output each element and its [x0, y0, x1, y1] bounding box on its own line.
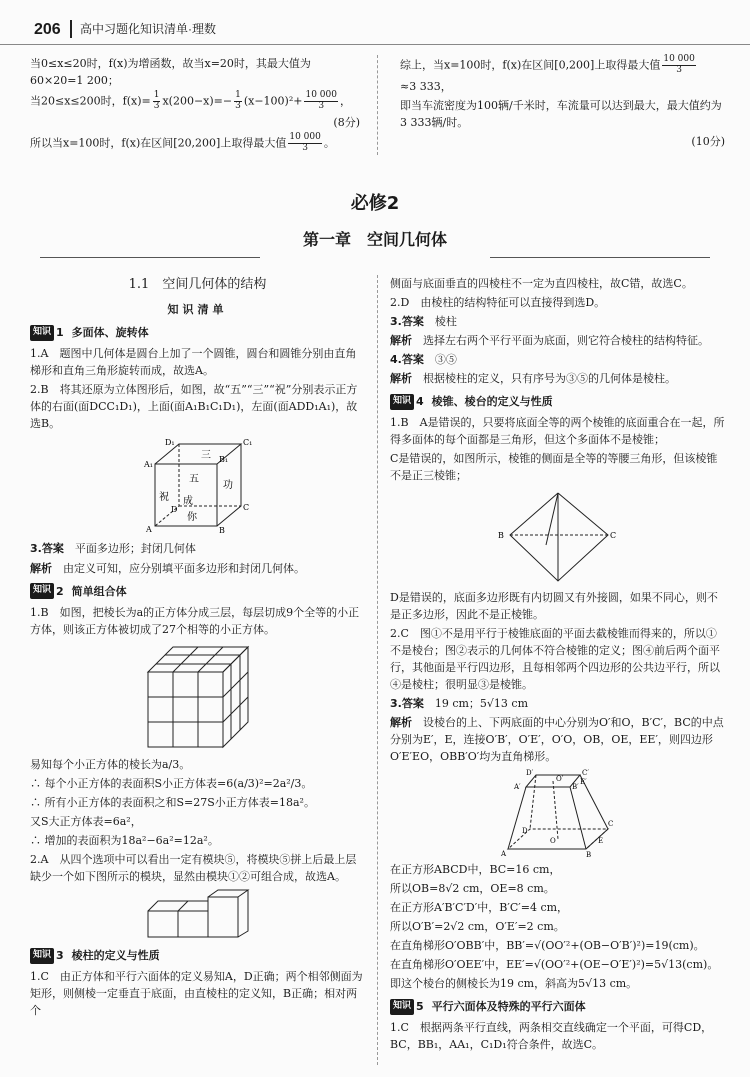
right-column — [390, 275, 725, 1055]
paragraph: 即这个棱台的侧棱长为19 cm，斜高为5√13 cm。 — [390, 977, 638, 991]
paragraph: D是错误的，底面多边形既有内切圆又有外接圆，如果不同心，则不是正多边形，因此不是正棱锥。 — [390, 590, 718, 621]
svg-text:O: O — [549, 836, 556, 845]
svg-text:C: C — [607, 819, 613, 828]
knowledge-heading: 知识 3 棱柱的定义与性质 — [30, 947, 365, 964]
svg-text:D: D — [170, 505, 177, 515]
labeled-cube-figure — [143, 436, 253, 536]
svg-text:E′: E′ — [579, 777, 587, 786]
explanation-line: 解析 由定义可知，应分别填平面多边形和封闭几何体。 — [30, 561, 305, 575]
bipyramid-figure — [498, 489, 618, 585]
svg-text:功: 功 — [222, 480, 233, 492]
knowledge-heading: 知识 1 多面体、旋转体 — [30, 324, 365, 341]
paragraph: 1.A 题图中几何体是圆台上加了一个圆锥，圆台和圆锥分别由直角梯形和直角三角形旋转而成，故选A。 — [30, 347, 357, 378]
top-left-solution — [30, 55, 360, 156]
svg-text:三: 三 — [200, 450, 211, 462]
svg-text:E: E — [597, 836, 603, 845]
svg-text:A₁: A₁ — [143, 460, 153, 470]
header-divider — [70, 20, 72, 38]
answer-line: 3.答案 平面多边形；封闭几何体 — [30, 542, 196, 556]
svg-text:D′: D′ — [525, 768, 533, 777]
paragraph: 1.B 如图，把棱长为a的正方体分成三层，每层切成9个全等的小正方体，则该正方体被切成了27个相等的小正方体。 — [30, 605, 360, 636]
score: (10分) — [691, 134, 725, 148]
paragraph: 2.C 图①不是用平行于棱锥底面的平面去截棱锥而得来的，所以①不是棱台；图②表示的几何体不符合棱锥的定义；图④前后两个面平行，其他面是平行四边形，且每相邻两个四边形的公共边平行，所以④是棱柱；很明显③是棱锥。 — [390, 626, 720, 691]
book-heading: 必修2 — [350, 193, 400, 214]
paragraph: 在正方形ABCD中，BC=16 cm， — [390, 862, 561, 876]
svg-text:你: 你 — [186, 512, 197, 524]
svg-text:C: C — [609, 530, 616, 540]
paragraph: 2.A 从四个选项中可以看出一定有模块⑤，将模块⑤拼上后最上层缺少一个如下图所示的模块，显然由模块①②可组合成，故选A。 — [30, 852, 357, 883]
paragraph: ∴ 所有小正方体的表面积之和S=27S小正方体表=18a²。 — [30, 795, 315, 809]
book-title: 高中习题化知识清单·理数 — [80, 22, 216, 36]
top-right-solution — [400, 55, 725, 152]
score: (8分) — [333, 115, 360, 129]
paragraph: ∴ 每个小正方体的表面积S小正方体表=6(a/3)²=2a²/3。 — [30, 776, 313, 790]
explanation-line: 解析 根据棱柱的定义，只有序号为③⑤的几何体是棱柱。 — [390, 372, 676, 386]
rule-right — [490, 257, 710, 258]
paragraph: 1.B A是错误的，只要将底面全等的两个棱锥的底面重合在一起，所得多面体的每个面都是三角形，但这个多面体不是棱锥； — [390, 416, 725, 447]
page-number: 206 — [34, 21, 61, 38]
rule-left — [40, 257, 260, 258]
svg-text:C: C — [242, 503, 249, 513]
answer-line: 4.答案 ③⑤ — [390, 353, 457, 367]
paragraph: 1.C 由正方体和平行六面体的定义易知A，D正确；两个相邻侧面为矩形，则侧棱一定垂直于底面，由直棱柱的定义知，B正确；相对两个 — [30, 970, 363, 1018]
paragraph: 2.D 由棱柱的结构特征可以直接得到选D。 — [390, 296, 606, 310]
paragraph: 即当车流密度为100辆/千米时，车流量可以达到最大，最大值约为3 333辆/时。 — [400, 98, 722, 129]
explanation-line: 解析 设棱台的上、下两底面的中心分别为O′和O，B′C′，BC的中点分别为E′，E，连接O′B′，O′E′，O′O，OB，OE，EE′，则四边形O′E′EO，OBB′O′均为直角梯形。 — [390, 715, 724, 763]
knowledge-heading: 知识 5 平行六面体及特殊的平行六面体 — [390, 998, 725, 1015]
svg-text:A: A — [500, 849, 506, 857]
paragraph: 2.B 将其还原为立体图形后，如图，故“五”“三”“祝”分别表示正方体的右面(面DCC₁D₁)，上面(面A₁B₁C₁D₁)，左面(面ADD₁A₁)，故选B。 — [30, 383, 358, 431]
paragraph: 在直角梯形O′OBB′中，BB′=√(OO′²+(OB−O′B′)²)=19(cm)。 — [390, 939, 705, 953]
subtitle: 知识清单 — [167, 303, 228, 317]
paragraph: 综上，当x=100时，f(x)在区间[0,200]上取得最大值 $\frac{10 000}{3}$ — [400, 54, 695, 75]
svg-text:五: 五 — [188, 474, 199, 486]
chapter-heading: 第一章 空间几何体 — [0, 228, 750, 253]
svg-text:D₁: D₁ — [164, 438, 175, 448]
page-header — [0, 0, 750, 45]
block-module-figure — [143, 889, 253, 941]
svg-text:O′: O′ — [555, 774, 563, 783]
svg-text:A: A — [145, 525, 152, 535]
paragraph: 所以OB=8√2 cm，OE=8 cm。 — [390, 882, 555, 896]
svg-text:B: B — [585, 850, 591, 857]
paragraph: C是错误的，如图所示，棱锥的侧面是全等的等腰三角形，但该棱锥不是正三棱锥； — [390, 452, 718, 483]
paragraph: 当0≤x≤20时，f(x)为增函数，故当x=20时，其最大值为60×20=1 200； — [30, 57, 311, 88]
svg-text:B′: B′ — [571, 782, 579, 791]
paragraph: 所以O′B′=2√2 cm，O′E′=2 cm。 — [390, 920, 565, 934]
knowledge-heading: 知识 4 棱锥、棱台的定义与性质 — [390, 393, 725, 410]
svg-text:祝: 祝 — [158, 492, 169, 504]
section-title: 1.1 空间几何体的结构 — [128, 277, 267, 292]
paragraph: 又S大正方体表=6a²， — [30, 814, 142, 828]
paragraph: 所以当x=100时，f(x)在区间[20,200]上取得最大值 $\frac{10 000}{3}$ 。 — [30, 131, 335, 153]
left-column — [30, 275, 365, 1021]
paragraph: ∴ 增加的表面积为18a²−6a²=12a²。 — [30, 833, 219, 847]
frustum-figure — [498, 769, 618, 857]
paragraph: 侧面与底面垂直的四棱柱不一定为直四棱柱，故C错，故选C。 — [390, 277, 693, 290]
svg-text:A′: A′ — [513, 782, 521, 791]
paragraph: ≈3 333， — [400, 79, 452, 93]
column-divider — [377, 55, 378, 155]
paragraph: 在正方形A′B′C′D′中，B′C′=4 cm， — [390, 901, 569, 915]
answer-line: 3.答案 棱柱 — [390, 315, 457, 329]
answer-line: 3.答案 19 cm；5√13 cm — [390, 696, 529, 710]
svg-text:B: B — [218, 526, 225, 536]
paragraph: 1.C 根据两条平行直线，两条相交直线确定一个平面，可得CD，BC，BB₁，AA₁，C₁D₁符合条件，故选C。 — [390, 1021, 713, 1052]
svg-text:成: 成 — [182, 496, 193, 508]
knowledge-heading: 知识 2 简单组合体 — [30, 583, 365, 600]
column-divider — [377, 275, 378, 1065]
svg-text:B: B — [497, 530, 504, 540]
svg-text:B₁: B₁ — [218, 455, 228, 465]
svg-text:C′: C′ — [581, 768, 589, 777]
paragraph: 在直角梯形O′OEE′中，EE′=√(OO′²+(OE−O′E′)²)=5√13(cm)。 — [390, 958, 719, 972]
paragraph: 当20≤x≤200时，f(x)= $\frac{1}{3}$ x(200−x)=− $\frac{1}{3}$ (x−100)²+ $\frac{10 000}{3}$ ， — [30, 90, 351, 111]
rubik-cube-figure — [138, 642, 258, 752]
paragraph: 易知每个小正方体的棱长为a/3。 — [30, 757, 191, 771]
svg-text:C₁: C₁ — [242, 438, 252, 448]
svg-text:D: D — [521, 826, 528, 835]
explanation-line: 解析 选择左右两个平行平面为底面，则它符合棱柱的结构特征。 — [390, 334, 709, 348]
